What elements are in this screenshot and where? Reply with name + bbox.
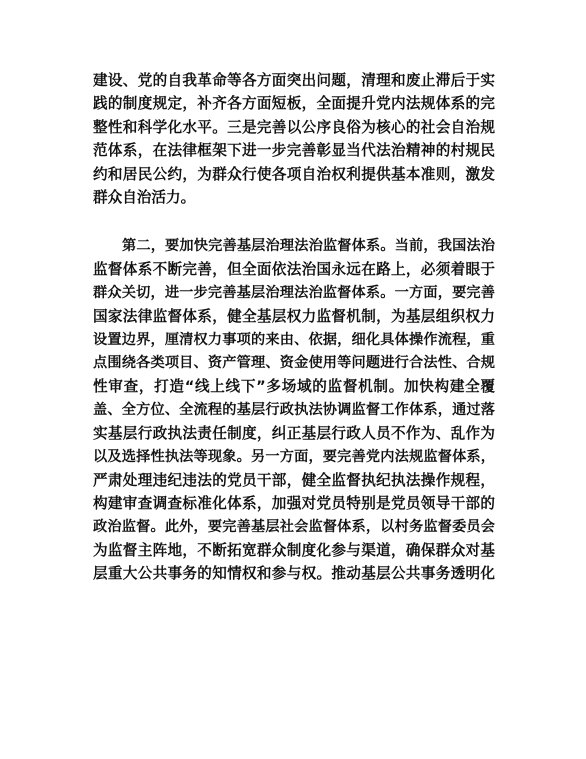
paragraph-line: 层重大公共事务的知情权和参与权。推动基层公共事务透明化 [93,565,495,583]
paragraph-line: 为监督主阵地，不断拓宽群众制度化参与渠道，确保群众对基 [93,542,495,560]
paragraph-line: 以及选择性执法等现象。另一方面，要完善党内法规监督体系， [93,448,495,465]
paragraph-line: 国家法律监督体系，健全基层权力监督机制，为基层组织权力 [93,308,495,326]
paragraph-line: 范体系，在法律框架下进一步完善彰显当代法治精神的村规民 [93,142,495,160]
paragraph-line: 整性和科学化水平。三是完善以公序良俗为核心的社会自治规 [93,118,495,136]
paragraph-line: 实基层行政执法责任制度，纠正基层行政人员不作为、乱作为 [93,425,495,443]
paragraph-line: 监督体系不断完善，但全面依法治国永远在路上，必须着眼于 [93,261,495,279]
paragraph-line: 建设、党的自我革命等各方面突出问题，清理和废止滞后于实 [93,72,495,89]
paragraph-line: 约和居民公约，为群众行使各项自治权利提供基本准则，激发 [93,165,495,183]
paragraph-line: 群众关切，进一步完善基层治理法治监督体系。一方面，要完善 [93,284,495,301]
paragraph-line: 严肃处理违纪违法的党员干部，健全监督执纪执法操作规程， [93,471,495,489]
paragraph-line: 构建审查调查标准化体系，加强对党员特别是党员领导干部的 [93,495,495,513]
paragraph-line: 性审查，打造“线上线下”多场域的监督机制。加快构建全覆 [93,378,495,396]
paragraph-line: 践的制度规定，补齐各方面短板，全面提升党内法规体系的完 [93,95,495,113]
paragraph-line: 群众自治活力。 [93,188,196,206]
paragraph-continuation [93,69,495,209]
paragraph-line: 第二，要加快完善基层治理法治监督体系。当前，我国法治 [122,238,495,254]
paragraph-line: 盖、全方位、全流程的基层行政执法协调监督工作体系，通过落 [93,401,495,418]
paragraph-line: 设置边界，厘清权力事项的来由、依据，细化具体操作流程，重 [93,331,495,348]
paragraph-line: 政治监督。此外，要完善基层社会监督体系，以村务监督委员会 [93,518,495,535]
paragraph-line: 点围绕各类项目、资产管理、资金使用等问题进行合法性、合规 [93,354,495,371]
paragraph-second [93,235,495,586]
